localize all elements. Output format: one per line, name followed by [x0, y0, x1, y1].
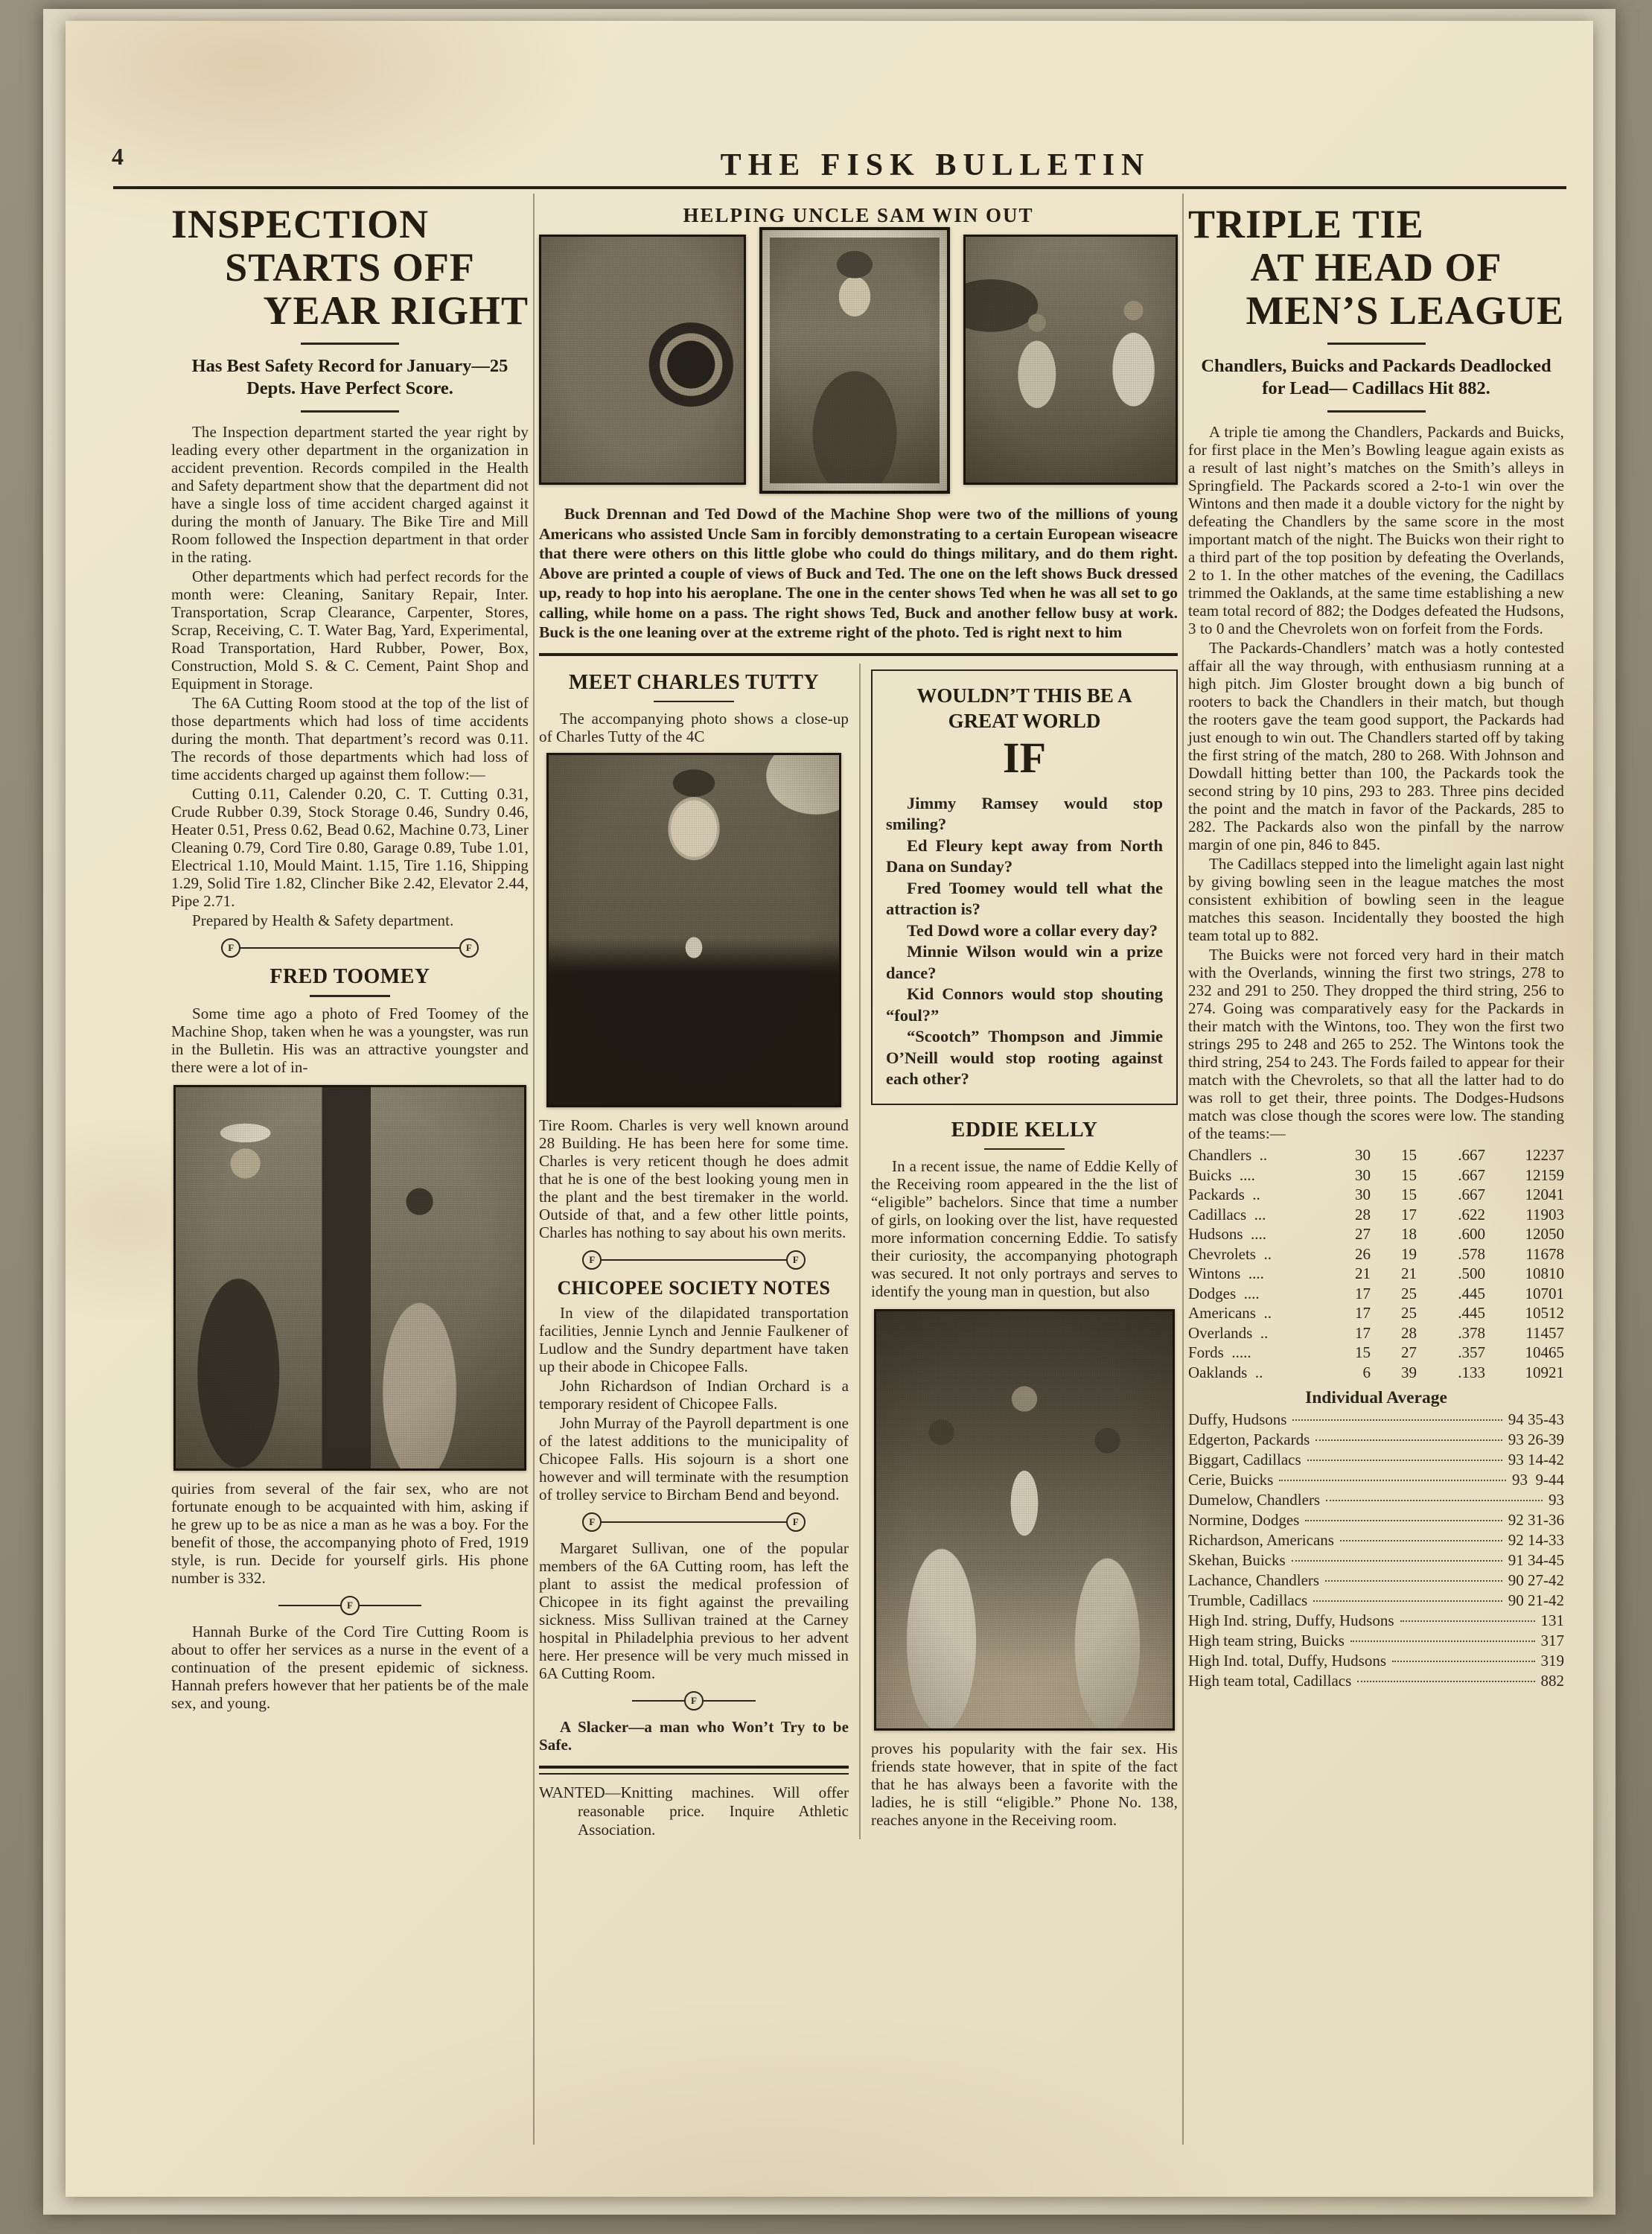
photo-ted-portrait [759, 227, 950, 494]
team-won: 28 [1355, 1205, 1371, 1223]
divider-line [602, 1521, 786, 1523]
team-won: 6 [1362, 1363, 1371, 1381]
standings-row [1188, 1185, 1564, 1205]
section-divider [582, 1250, 806, 1270]
fred-toomey-photo [173, 1085, 526, 1471]
eddie-kelly-photo [874, 1309, 1175, 1731]
charles-tutty-photo [546, 753, 841, 1107]
record-value: 131 [1540, 1611, 1564, 1629]
team-won: 17 [1355, 1304, 1371, 1322]
team-won: 21 [1355, 1264, 1371, 1282]
average-row [1188, 1651, 1564, 1671]
team-pct: .445 [1458, 1284, 1485, 1302]
average-row [1188, 1410, 1564, 1430]
standings-row [1188, 1303, 1564, 1323]
player-name: Trumble, Cadillacs [1188, 1591, 1308, 1609]
photo-men-at-work [963, 235, 1178, 485]
team-name: Overlands .. [1188, 1323, 1269, 1342]
player-average: 91 34-45 [1508, 1551, 1564, 1569]
average-row [1188, 1591, 1564, 1611]
team-pinfall: 11678 [1525, 1244, 1564, 1263]
team-pinfall: 11457 [1525, 1323, 1564, 1342]
headline-line: MEN’S LEAGUE [1246, 288, 1564, 333]
section-divider [221, 938, 479, 958]
divider-rule [301, 343, 399, 345]
team-name: Cadillacs ... [1188, 1205, 1266, 1223]
team-pinfall: 12159 [1525, 1165, 1564, 1184]
dot-leader [1315, 1439, 1502, 1441]
team-lost: 27 [1401, 1343, 1417, 1361]
player-average: 92 31-36 [1508, 1511, 1564, 1529]
paragraph: Tire Room. Charles is very well known around 28 Building. He has been here for some time. Charles is very reticent though he does admit that he is one of the best looking young men in the plant and the best tiremaker in the world. Outside of that, and a few other little points, Charles has nothing to say about his own merits. [539, 1116, 849, 1241]
average-row [1188, 1550, 1564, 1571]
section-divider [278, 1596, 421, 1615]
divider-line [240, 947, 459, 949]
column-rule [1182, 194, 1184, 2145]
team-lost: 15 [1401, 1186, 1417, 1203]
team-pct: .445 [1458, 1304, 1485, 1322]
team-pinfall: 10701 [1525, 1284, 1564, 1302]
record-label: High Ind. total, Duffy, Hudsons [1188, 1652, 1386, 1670]
average-row [1188, 1530, 1564, 1550]
average-row [1188, 1631, 1564, 1651]
kelly-headline: EDDIE KELLY [951, 1118, 1098, 1142]
player-name: Normine, Dodges [1188, 1511, 1300, 1529]
paragraph: Other departments which had perfect records for the month were: Cleaning, Sanitary Repair, Inter. Transportation, Scrap Clearance, Carpenter, Stores, Scrap, Receiving, C. T. Water Bag, Yard, Experimental, Road Transportation, Hard Rubber, Power, Box, Construction, Mold S. & C. Cement, Paint Shop and Equipment in Storage. [171, 567, 529, 693]
great-world-item: Fred Toomey would tell what the attraction is? [886, 878, 1163, 918]
dot-leader [1400, 1620, 1535, 1622]
player-average: 93 [1549, 1491, 1564, 1509]
paragraph: The Packards-Chandlers’ match was a hotly contested affair all the way through, with enthusiasm running at a high pitch. Jim Gloster brought down a big bunch of rooters to back the Chandlers in their match, but though the rooters gave the team good support, the Packards had just enough to win out. The Chandlers started off by taking the first string of the match, 280 to 268. With Johnson and Dowdall hitting better than 100, the Packards took the second string by 10 pins, 293 to 283. Three pins decided the point and the match in favor of the Packards, 285 to 282. The Packards also won the pinfall by the narrow margin of one pin, 846 to 845. [1188, 639, 1564, 853]
paragraph: Prepared by Health & Safety department. [192, 911, 454, 929]
standings-table [1188, 1145, 1564, 1382]
middle-subcolumns [539, 663, 1178, 1840]
paragraph: quiries from several of the fair sex, who are not fortunate enough to be acquainted with him, asking if he grew up to be as nice a man as he was a boy. For the benefit of those, the accompanying photo of Fred, 1919 style, is run. Decide for yourself girls. His phone number is 332. [171, 1479, 529, 1587]
average-row [1188, 1571, 1564, 1591]
paragraph: John Murray of the Payroll department is one of the latest additions to the municipality of Chicopee Falls. His sojourn is a short one however and will terminate with the resumption of trolley service to Bircham Bend and beyond. [539, 1414, 849, 1503]
average-row [1188, 1470, 1564, 1490]
team-name: Oaklands .. [1188, 1363, 1263, 1381]
great-world-item: Minnie Wilson would win a prize dance? [886, 942, 1163, 982]
divider-rule [1327, 410, 1426, 413]
record-label: High Ind. string, Duffy, Hudsons [1188, 1611, 1394, 1629]
individual-average-table [1188, 1410, 1564, 1691]
average-row [1188, 1510, 1564, 1530]
divider-rule [301, 410, 399, 413]
paragraph: Some time ago a photo of Fred Toomey of the Machine Shop, taken when he was a youngster, was run in the Bulletin. His was an attractive youngster and there were a lot of in- [171, 1004, 529, 1076]
team-pct: .133 [1458, 1363, 1485, 1381]
team-pct: .600 [1458, 1225, 1485, 1243]
record-label: High team string, Buicks [1188, 1632, 1345, 1649]
middle-left-subcolumn [539, 663, 861, 1840]
middle-column [539, 200, 1178, 1839]
player-average: 93 9-44 [1512, 1471, 1564, 1489]
team-pct: .622 [1458, 1205, 1485, 1223]
dot-leader [1340, 1540, 1502, 1541]
great-world-headline-line: GREAT WORLD [948, 709, 1101, 732]
dot-leader [1325, 1580, 1502, 1582]
team-lost: 28 [1401, 1323, 1417, 1342]
team-pinfall: 10465 [1525, 1343, 1564, 1361]
paragraph: The accompanying photo shows a close-up of Charles Tutty of the 4C [539, 710, 849, 745]
great-world-if: IF [1003, 733, 1046, 782]
section-divider [582, 1512, 806, 1532]
photo-buck-aeroplane [539, 235, 746, 485]
divider-f-badge: F [582, 1250, 602, 1270]
player-name: Skehan, Buicks [1188, 1551, 1286, 1569]
player-average: 92 14-33 [1508, 1531, 1564, 1549]
player-name: Duffy, Hudsons [1188, 1410, 1287, 1428]
headline-line: INSPECTION [171, 202, 430, 246]
team-lost: 18 [1401, 1225, 1417, 1243]
player-name: Dumelow, Chandlers [1188, 1491, 1321, 1509]
headline-line: TRIPLE TIE [1188, 202, 1424, 246]
team-pct: .667 [1458, 1186, 1485, 1203]
standings-row [1188, 1205, 1564, 1225]
player-average: 90 27-42 [1508, 1571, 1564, 1589]
standings-row [1188, 1343, 1564, 1363]
middle-right-subcolumn [861, 663, 1178, 1840]
newspaper-page [66, 21, 1593, 2197]
chicopee-headline: CHICOPEE SOCIETY NOTES [557, 1277, 831, 1299]
divider-line [360, 1605, 421, 1606]
dot-leader [1357, 1681, 1534, 1682]
dot-leader [1326, 1500, 1543, 1501]
average-row [1188, 1490, 1564, 1510]
tutty-headline: MEET CHARLES TUTTY [568, 670, 820, 694]
masthead-title: THE FISK BULLETIN [720, 148, 1151, 182]
divider-line [602, 1259, 786, 1261]
team-lost: 21 [1401, 1264, 1417, 1282]
team-won: 26 [1355, 1244, 1371, 1263]
team-pinfall: 12050 [1525, 1225, 1564, 1243]
team-won: 27 [1355, 1225, 1371, 1243]
team-name: Dodges .... [1188, 1284, 1260, 1302]
double-rule [539, 1766, 849, 1775]
player-name: Lachance, Chandlers [1188, 1571, 1320, 1589]
standings-row [1188, 1244, 1564, 1264]
paragraph: Hannah Burke of the Cord Tire Cutting Room is about to offer her services as a nurse in the event of a continuation of the present epidemic of sickness. Hannah prefers however that her patients be of the male sex, and young. [171, 1622, 529, 1712]
uncle-sam-headline: HELPING UNCLE SAM WIN OUT [683, 204, 1034, 226]
player-average: 93 26-39 [1508, 1431, 1564, 1448]
great-world-item: Kid Connors would stop shouting “foul?” [886, 984, 1163, 1025]
great-world-item: Ed Fleury kept away from North Dana on Sunday? [886, 836, 1163, 876]
paragraph: John Richardson of Indian Orchard is a temporary resident of Chicopee Falls. [539, 1377, 849, 1413]
divider-line [278, 1605, 340, 1606]
right-column [1188, 200, 1564, 1691]
dot-leader [1279, 1480, 1506, 1481]
player-name: Edgerton, Packards [1188, 1431, 1310, 1448]
team-name: Wintons .... [1188, 1264, 1264, 1282]
team-pinfall: 10512 [1525, 1304, 1564, 1322]
photo-caption: Buck Drennan and Ted Dowd of the Machine Shop were two of the millions of young Americans who assisted Uncle Sam in forcibly demonstrating to a certain European wiseacre that there were others on this little globe who could do things military, and do them right. Above are printed a couple of views of Buck and Ted. The one on the left shows Buck dressed up, ready to hop into his aeroplane. The one in the center shows Ted when he was all set to go calling, while home on a pass. The right shows Ted, Buck and another fellow busy at work. Buck is the one leaning over at the extreme right of the photo. Ted is right next to him [539, 505, 1178, 641]
paragraph: The Buicks were not forced very hard in their match with the Overlands, winning the first two strings, 278 to 232 and 291 to 250. They dropped the third string, 256 to 274. Going was comparatively easy for the Packards in their match with the Wintons, too. They won the first two strings 295 to 248 and 265 to 252. The Wintons took the third string, 254 to 243. The Fords failed to appear for their match with the Chevrolets, so that all the latter had to do was roll to get their, three points. The Dodges-Hudsons match was close though the scores were low. The standing of the teams:— [1188, 946, 1564, 1142]
toomey-headline: FRED TOOMEY [270, 965, 430, 988]
individual-average-heading: Individual Average [1305, 1388, 1447, 1407]
standings-row [1188, 1165, 1564, 1186]
divider-f-badge: F [786, 1250, 806, 1270]
divider-f-badge: F [786, 1512, 806, 1532]
record-value: 882 [1540, 1672, 1564, 1690]
dot-leader [1350, 1641, 1535, 1642]
player-average: 94 35-43 [1508, 1410, 1564, 1428]
standings-row [1188, 1145, 1564, 1165]
player-average: 93 14-42 [1508, 1451, 1564, 1468]
average-row [1188, 1450, 1564, 1470]
team-name: Americans .. [1188, 1304, 1272, 1322]
left-column [171, 200, 529, 1713]
great-world-item: Jimmy Ramsey would stop smiling? [886, 793, 1163, 833]
team-pct: .378 [1458, 1323, 1485, 1342]
team-won: 17 [1355, 1284, 1371, 1302]
team-won: 30 [1355, 1186, 1371, 1203]
team-name: Chandlers .. [1188, 1146, 1268, 1164]
divider-rule [654, 701, 734, 703]
standings-row [1188, 1284, 1564, 1304]
divider-rule [310, 995, 390, 997]
team-won: 15 [1355, 1343, 1371, 1361]
team-pct: .578 [1458, 1244, 1485, 1263]
divider-rule [1327, 343, 1426, 345]
league-headline [1188, 203, 1564, 332]
average-row [1188, 1430, 1564, 1450]
player-name: Richardson, Americans [1188, 1531, 1334, 1549]
average-row [1188, 1611, 1564, 1631]
paragraph: Cutting 0.11, Calender 0.20, C. T. Cutting 0.31, Crude Rubber 0.39, Stock Storage 0.46, Sundry 0.46, Heater 0.51, Press 0.62, Bead 0.62, Machine 0.73, Liner Cleaning 0.79, Cord Tire 0.80, Garage 0.89, Tube 1.01, Electrical 1.10, Mould Maint. 1.15, Tire 1.16, Shipping 1.29, Solid Tire 1.82, Clincher Bike 2.42, Elevator 2.44, Pipe 2.71. [171, 785, 529, 910]
team-lost: 15 [1401, 1146, 1417, 1164]
great-world-item: Ted Dowd wore a collar every day? [907, 920, 1158, 940]
divider-line [632, 1700, 684, 1702]
divider-f-badge: F [459, 938, 479, 958]
column-rule [533, 194, 535, 2145]
team-name: Hudsons .... [1188, 1225, 1267, 1243]
team-pinfall: 12041 [1525, 1186, 1564, 1203]
paragraph: In view of the dilapidated transportation facilities, Jennie Lynch and Jennie Faulkener of Ludlow and the Sundry department have taken up their abode in Chicopee Falls. [539, 1304, 849, 1375]
team-pct: .667 [1458, 1146, 1485, 1164]
team-lost: 25 [1401, 1284, 1417, 1302]
paragraph: The Inspection department started the year right by leading every other department in the organization in accident prevention. Records compiled in the Health and Safety department show that the department did not have a single loss of time accident charged against it during the month of January. The Bike Tire and Mill Room followed the Inspection department in that order in the rating. [171, 423, 529, 566]
player-average: 90 21-42 [1508, 1591, 1564, 1609]
team-won: 17 [1355, 1323, 1371, 1342]
standings-row [1188, 1363, 1564, 1383]
player-name: Cerie, Buicks [1188, 1471, 1274, 1489]
divider-f-badge: F [340, 1596, 360, 1615]
divider-f-badge: F [582, 1512, 602, 1532]
team-name: Chevrolets .. [1188, 1244, 1272, 1263]
team-won: 30 [1355, 1165, 1371, 1184]
team-name: Buicks .... [1188, 1165, 1255, 1184]
paragraph: proves his popularity with the fair sex. His friends state however, that in spite of the fact that he has always been a favorite with the ladies, he is still “eligible.” Phone No. 138, reaches anyone in the Receiving room. [871, 1740, 1178, 1829]
paragraph: A triple tie among the Chandlers, Packards and Buicks, for first place in the Men’s Bowling league again exists as a result of last night’s matches on the Smith’s alleys in Springfield. The Packards scored a 2-to-1 win over the Wintons and then made it a double victory for the night by defeating the Chandlers by the same score in the most important match of the night. The Buicks won their right to a third part of the top position by defeating the Overlands, 2 to 1. In the other matches of the evening, the Cadillacs trimmed the Oaklands, at the same time establishing a new team total record of 882; the Dodges defeated the Hudsons, 3 to 0 and the Chevrolets won on forfeit from the Fords. [1188, 423, 1564, 637]
team-lost: 25 [1401, 1304, 1417, 1322]
paragraph: The Cadillacs stepped into the limelight again last night by giving bowling seen in the league matches the most consistent exhibition of bowling seen in the league matches this season. Incidentally they boosted the high team total up to 882. [1188, 855, 1564, 944]
great-world-item: “Scootch” Thompson and Jimmie O’Neill would stop rooting against each other? [886, 1027, 1163, 1088]
standings-row [1188, 1224, 1564, 1244]
dot-leader [1392, 1661, 1535, 1662]
team-pct: .667 [1458, 1165, 1485, 1184]
paragraph: In a recent issue, the name of Eddie Kelly of the Receiving room appeared in the the list of “eligible” bachelors. Since that time a number of girls, on looking over the list, have requested more information concerning Eddie. To satisfy their curiosity, the accompanying photograph was secured. It not only portrays and serves to identify the young man in question, but also [871, 1157, 1178, 1300]
page-number: 4 [112, 143, 124, 170]
great-world-box [871, 669, 1178, 1105]
team-lost: 39 [1401, 1363, 1417, 1381]
team-pinfall: 12237 [1525, 1146, 1564, 1164]
record-value: 317 [1540, 1632, 1564, 1649]
team-pinfall: 10921 [1525, 1363, 1564, 1381]
section-divider [632, 1691, 756, 1710]
dot-leader [1307, 1460, 1502, 1461]
dot-leader [1313, 1600, 1502, 1602]
player-name: Biggart, Cadillacs [1188, 1451, 1301, 1468]
inspection-subhead: Has Best Safety Record for January—25 Depts. Have Perfect Score. [191, 356, 508, 398]
divider-line [704, 1700, 756, 1702]
slacker-slogan: A Slacker—a man who Won’t Try to be Safe. [539, 1718, 849, 1754]
team-won: 30 [1355, 1146, 1371, 1164]
team-lost: 15 [1401, 1165, 1417, 1184]
record-value: 319 [1540, 1652, 1564, 1670]
record-label: High team total, Cadillacs [1188, 1672, 1352, 1690]
team-pinfall: 11903 [1525, 1205, 1564, 1223]
wanted-classified: WANTED—Knitting machines. Will offer reasonable price. Inquire Athletic Association. [539, 1783, 849, 1839]
team-name: Fords ..... [1188, 1343, 1251, 1361]
team-name: Packards .. [1188, 1186, 1260, 1203]
team-pct: .500 [1458, 1264, 1485, 1282]
divider-rule [984, 1148, 1065, 1151]
paragraph: The 6A Cutting Room stood at the top of the list of those departments which had loss of time accidents during the month. That department’s record was 0.11. The records of those departments which had loss of time accidents charged up against them follow:— [171, 694, 529, 783]
divider-f-badge: F [221, 938, 240, 958]
headline-line: STARTS OFF [225, 245, 475, 290]
divider-f-badge: F [684, 1691, 704, 1710]
dot-leader [1305, 1520, 1502, 1521]
headline-line: AT HEAD OF [1250, 245, 1502, 290]
photo-art [770, 238, 940, 483]
team-pct: .357 [1458, 1343, 1485, 1361]
paragraph: Margaret Sullivan, one of the popular members of the 6A Cutting room, has left the plant to assist the medical profession of Chicopee in its fight against the prevailing sickness. Miss Sullivan trained at the Carney hospital in Philadelphia previous to her advent here. Her presence will be very much missed in 6A Cutting Room. [539, 1539, 849, 1682]
dot-leader [1292, 1560, 1502, 1562]
great-world-headline-line: WOULDN’T THIS BE A [916, 684, 1132, 707]
photo-row [539, 235, 1178, 494]
average-row [1188, 1671, 1564, 1691]
team-lost: 17 [1401, 1205, 1417, 1223]
headline-line: YEAR RIGHT [263, 288, 529, 333]
standings-row [1188, 1264, 1564, 1284]
standings-row [1188, 1323, 1564, 1343]
league-subhead: Chandlers, Buicks and Packards Deadlocked for Lead— Cadillacs Hit 882. [1201, 356, 1551, 398]
team-lost: 19 [1401, 1244, 1417, 1263]
inspection-headline [171, 203, 529, 332]
team-pinfall: 10810 [1525, 1264, 1564, 1282]
header-rule [113, 186, 1566, 189]
divider-rule [539, 653, 1178, 656]
dot-leader [1292, 1419, 1502, 1421]
